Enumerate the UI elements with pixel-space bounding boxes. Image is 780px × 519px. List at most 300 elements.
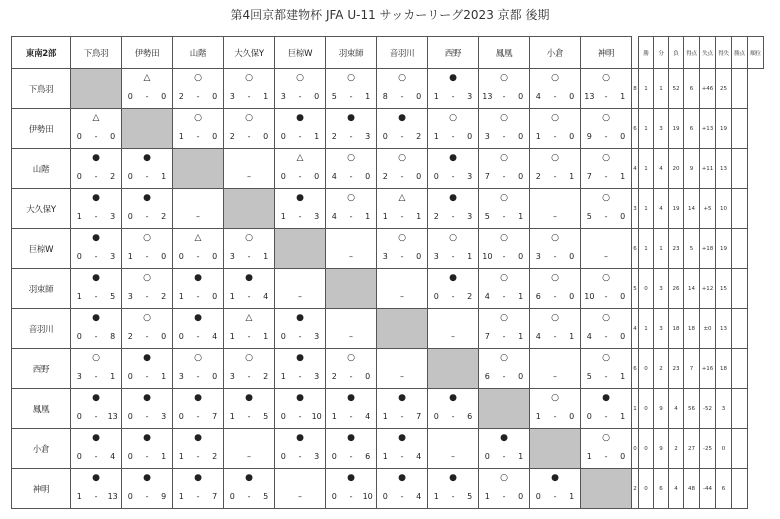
score: [224, 492, 274, 502]
score-separator: -: [196, 92, 200, 101]
result-mark: ○: [602, 353, 610, 363]
goals-against: 3: [314, 332, 320, 341]
goals-for: 4: [586, 332, 592, 341]
goals-against: 3: [161, 412, 167, 421]
result-mark: ●: [143, 433, 151, 443]
goals-against: 5: [263, 492, 269, 501]
result-mark: ○: [143, 233, 151, 243]
match-cell: [224, 109, 275, 149]
score-separator: -: [298, 92, 302, 101]
match-cell: [71, 309, 122, 349]
goals-for: 10: [482, 252, 493, 261]
goals-against: 0: [569, 292, 575, 301]
result-mark: ●: [296, 433, 304, 443]
result-mark: ○: [551, 153, 559, 163]
match-cell: [479, 429, 530, 469]
standing-value: +11: [700, 149, 716, 189]
table-row: [12, 149, 764, 189]
result-mark: ●: [398, 393, 406, 403]
standing-value: 14: [684, 269, 700, 309]
result-mark: ●: [245, 393, 253, 403]
unplayed-dash: –: [247, 172, 251, 181]
match-cell: [224, 309, 275, 349]
unplayed-dash: –: [451, 332, 455, 341]
result-mark: ●: [92, 433, 100, 443]
result-mark: ●: [92, 273, 100, 283]
score: [173, 292, 223, 302]
result-mark: ○: [92, 353, 100, 363]
goals-against: 7: [212, 492, 218, 501]
result-mark: ○: [143, 313, 151, 323]
goals-for: 2: [331, 132, 337, 141]
result-mark: ○: [296, 73, 304, 83]
match-cell: [428, 189, 479, 229]
goals-against: 0: [518, 372, 524, 381]
score: [122, 492, 172, 502]
standing-value: 1: [654, 229, 669, 269]
result-mark: ○: [602, 113, 610, 123]
match-cell: [530, 149, 581, 189]
column-header-team: 小倉: [530, 37, 581, 69]
result-mark: ●: [449, 153, 457, 163]
match-cell-unplayed: [581, 229, 632, 269]
self-match-cell: [428, 349, 479, 389]
result-mark: ○: [347, 353, 355, 363]
match-cell: [326, 69, 377, 109]
score-separator: -: [196, 132, 200, 141]
standing-value: 8: [632, 69, 639, 109]
match-cell-unplayed: [428, 309, 479, 349]
score-separator: -: [247, 132, 251, 141]
standing-value: 1: [639, 189, 654, 229]
goals-against: 2: [161, 292, 167, 301]
score: [224, 412, 274, 422]
score-separator: -: [298, 132, 302, 141]
standing-value: +12: [700, 269, 716, 309]
match-cell: [275, 149, 326, 189]
result-mark: ●: [92, 313, 100, 323]
score: [71, 332, 121, 342]
score-separator: -: [349, 412, 353, 421]
score-separator: -: [145, 492, 149, 501]
match-cell: [581, 349, 632, 389]
match-cell: [377, 149, 428, 189]
score: [326, 412, 376, 422]
row-header-team: 音羽川: [12, 309, 71, 349]
score-separator: -: [604, 92, 608, 101]
goals-for: 1: [433, 132, 439, 141]
goals-for: 1: [178, 452, 184, 461]
score-separator: -: [451, 412, 455, 421]
result-mark: ○: [347, 193, 355, 203]
score-separator: -: [502, 292, 506, 301]
standing-value: 6: [716, 469, 732, 509]
score: [275, 332, 325, 342]
goals-for: 2: [127, 332, 133, 341]
score-separator: -: [400, 492, 404, 501]
goals-for: 1: [382, 412, 388, 421]
result-mark: ○: [551, 313, 559, 323]
score-separator: -: [400, 212, 404, 221]
standing-value: [732, 269, 748, 309]
goals-for: 2: [229, 132, 235, 141]
unplayed-dash: –: [349, 252, 353, 261]
match-cell: [122, 69, 173, 109]
score: [173, 92, 223, 102]
standing-value: -44: [700, 469, 716, 509]
score-separator: -: [145, 92, 149, 101]
score-separator: -: [298, 332, 302, 341]
goals-for: 7: [484, 332, 490, 341]
match-cell-unplayed: [377, 349, 428, 389]
standing-value: 26: [669, 269, 684, 309]
goals-for: 1: [433, 492, 439, 501]
score-separator: -: [247, 92, 251, 101]
goals-against: 2: [416, 132, 422, 141]
result-mark: △: [194, 233, 202, 243]
score-separator: -: [400, 252, 404, 261]
score: [479, 132, 529, 142]
result-mark: ●: [194, 433, 202, 443]
goals-for: 3: [178, 372, 184, 381]
goals-against: 0: [314, 172, 320, 181]
match-cell: [326, 349, 377, 389]
match-cell-unplayed: [275, 269, 326, 309]
score-separator: -: [604, 292, 608, 301]
score-separator: -: [451, 132, 455, 141]
standing-value: 9: [654, 429, 669, 469]
match-cell: [428, 269, 479, 309]
score-separator: -: [349, 172, 353, 181]
standing-value: 19: [669, 109, 684, 149]
match-cell-unplayed: [377, 269, 428, 309]
score: [71, 492, 121, 502]
goals-against: 13: [107, 492, 118, 501]
match-cell: [377, 469, 428, 509]
goals-for: 0: [433, 292, 439, 301]
score-separator: -: [298, 372, 302, 381]
score: [71, 452, 121, 462]
goals-for: 1: [127, 252, 133, 261]
goals-against: 0: [212, 292, 218, 301]
table-row: [12, 229, 764, 269]
match-cell-unplayed: [326, 309, 377, 349]
score-separator: -: [145, 292, 149, 301]
goals-for: 0: [535, 492, 541, 501]
result-mark: ●: [449, 73, 457, 83]
goals-against: 0: [416, 172, 422, 181]
match-cell: [581, 69, 632, 109]
goals-against: 3: [314, 212, 320, 221]
match-cell: [581, 109, 632, 149]
result-mark: ●: [143, 153, 151, 163]
score-separator: -: [145, 452, 149, 461]
goals-for: 0: [178, 332, 184, 341]
result-mark: ●: [347, 113, 355, 123]
result-mark: ○: [347, 153, 355, 163]
score: [71, 412, 121, 422]
score-separator: -: [196, 452, 200, 461]
result-mark: ●: [143, 193, 151, 203]
score: [377, 252, 427, 262]
goals-for: 1: [178, 292, 184, 301]
match-cell: [173, 269, 224, 309]
goals-against: 5: [110, 292, 116, 301]
score: [530, 412, 580, 422]
score: [326, 132, 376, 142]
score-separator: -: [94, 452, 98, 461]
result-mark: ●: [92, 193, 100, 203]
result-mark: ○: [602, 433, 610, 443]
result-mark: ●: [245, 273, 253, 283]
standing-value: [732, 189, 748, 229]
match-cell: [122, 349, 173, 389]
goals-against: 0: [518, 92, 524, 101]
goals-against: 1: [518, 292, 524, 301]
score-separator: -: [196, 292, 200, 301]
goals-against: 2: [467, 292, 473, 301]
goals-for: 0: [433, 172, 439, 181]
column-header-team: 巨椋W: [275, 37, 326, 69]
goals-for: 7: [586, 172, 592, 181]
score: [275, 92, 325, 102]
match-cell: [479, 349, 530, 389]
score-separator: -: [400, 92, 404, 101]
unplayed-dash: –: [196, 212, 200, 221]
result-mark: ○: [602, 193, 610, 203]
match-cell: [377, 69, 428, 109]
goals-for: 3: [535, 252, 541, 261]
score: [224, 332, 274, 342]
result-mark: ●: [92, 153, 100, 163]
score-separator: -: [553, 132, 557, 141]
goals-for: 0: [127, 212, 133, 221]
standing-value: [732, 69, 748, 109]
unplayed-dash: –: [553, 212, 557, 221]
goals-against: 8: [110, 332, 116, 341]
table-row: [12, 69, 764, 109]
standing-value: 1: [632, 389, 639, 429]
self-match-cell: [122, 109, 173, 149]
result-mark: ●: [296, 193, 304, 203]
row-header-team: 神明: [12, 469, 71, 509]
standing-value: 23: [669, 229, 684, 269]
match-cell: [479, 109, 530, 149]
match-cell: [173, 469, 224, 509]
standing-value: 3: [654, 109, 669, 149]
match-cell: [377, 229, 428, 269]
result-mark: ○: [245, 233, 253, 243]
goals-against: 1: [569, 492, 575, 501]
division-label: 東南2部: [12, 37, 71, 69]
table-row: [12, 429, 764, 469]
result-mark: ○: [551, 393, 559, 403]
result-mark: ●: [296, 113, 304, 123]
match-cell: [122, 189, 173, 229]
result-mark: ●: [194, 393, 202, 403]
match-cell: [530, 389, 581, 429]
goals-against: 0: [212, 132, 218, 141]
result-mark: ●: [551, 473, 559, 483]
goals-for: 0: [127, 172, 133, 181]
result-mark: ●: [347, 473, 355, 483]
result-mark: ○: [500, 113, 508, 123]
result-mark: ○: [194, 73, 202, 83]
match-cell: [71, 229, 122, 269]
score: [275, 172, 325, 182]
goals-against: 4: [263, 292, 269, 301]
unplayed-dash: –: [604, 252, 608, 261]
goals-against: 0: [110, 132, 116, 141]
score: [428, 132, 478, 142]
result-mark: ○: [551, 73, 559, 83]
match-cell: [479, 229, 530, 269]
standing-value: ±0: [700, 309, 716, 349]
goals-against: 0: [212, 252, 218, 261]
standing-value: 0: [632, 429, 639, 469]
result-mark: ●: [347, 433, 355, 443]
standing-value: 25: [716, 69, 732, 109]
goals-against: 1: [365, 92, 371, 101]
standing-value: 18: [716, 349, 732, 389]
standing-value: 1: [639, 229, 654, 269]
unplayed-dash: –: [400, 292, 404, 301]
standing-value: 27: [684, 429, 700, 469]
score: [581, 172, 631, 182]
score-separator: -: [451, 292, 455, 301]
column-header-team: 羽束師: [326, 37, 377, 69]
goals-for: 1: [76, 212, 82, 221]
standing-value: 10: [716, 189, 732, 229]
self-match-cell: [173, 149, 224, 189]
match-cell: [377, 189, 428, 229]
goals-against: 0: [569, 252, 575, 261]
score: [530, 92, 580, 102]
goals-against: 1: [161, 172, 167, 181]
goals-for: 0: [586, 412, 592, 421]
goals-against: 4: [212, 332, 218, 341]
score: [428, 292, 478, 302]
goals-for: 6: [484, 372, 490, 381]
standing-value: 6: [632, 229, 639, 269]
unplayed-dash: –: [451, 452, 455, 461]
goals-against: 9: [161, 492, 167, 501]
goals-for: 1: [535, 412, 541, 421]
match-cell: [377, 109, 428, 149]
score: [581, 292, 631, 302]
match-cell: [479, 189, 530, 229]
standing-value: 2: [654, 349, 669, 389]
match-cell-unplayed: [530, 189, 581, 229]
score: [581, 412, 631, 422]
result-mark: △: [143, 73, 151, 83]
score-separator: -: [400, 172, 404, 181]
goals-against: 0: [314, 92, 320, 101]
result-mark: ○: [551, 273, 559, 283]
match-cell: [122, 389, 173, 429]
score-separator: -: [502, 132, 506, 141]
result-mark: ○: [500, 233, 508, 243]
goals-against: 2: [110, 172, 116, 181]
result-mark: ○: [245, 73, 253, 83]
match-cell: [224, 229, 275, 269]
score-separator: -: [145, 372, 149, 381]
result-mark: ○: [602, 153, 610, 163]
standing-value: 6: [654, 469, 669, 509]
result-mark: ●: [296, 313, 304, 323]
goals-for: 2: [535, 172, 541, 181]
goals-against: 3: [467, 212, 473, 221]
match-cell: [377, 429, 428, 469]
standing-value: [732, 309, 748, 349]
result-mark: ○: [449, 113, 457, 123]
goals-for: 0: [229, 492, 235, 501]
standing-value: [732, 109, 748, 149]
goals-against: 3: [110, 252, 116, 261]
match-cell: [479, 269, 530, 309]
score-separator: -: [502, 252, 506, 261]
row-header-team: 鳳凰: [12, 389, 71, 429]
match-cell: [581, 149, 632, 189]
score: [122, 92, 172, 102]
goals-against: 4: [416, 492, 422, 501]
score-separator: -: [502, 172, 506, 181]
goals-against: 0: [365, 172, 371, 181]
standing-value: 3: [632, 189, 639, 229]
score-separator: -: [553, 252, 557, 261]
match-cell: [275, 189, 326, 229]
goals-for: 0: [280, 132, 286, 141]
standing-value: 13: [716, 309, 732, 349]
goals-against: 0: [365, 372, 371, 381]
match-cell: [275, 309, 326, 349]
self-match-cell: [479, 389, 530, 429]
score-separator: -: [451, 492, 455, 501]
score-separator: -: [553, 492, 557, 501]
goals-against: 0: [212, 372, 218, 381]
match-cell: [428, 229, 479, 269]
result-mark: ●: [143, 473, 151, 483]
result-mark: ○: [398, 73, 406, 83]
score: [173, 372, 223, 382]
self-match-cell: [530, 429, 581, 469]
match-cell: [326, 429, 377, 469]
score: [122, 292, 172, 302]
goals-for: 10: [584, 292, 595, 301]
goals-against: 1: [518, 452, 524, 461]
goals-against: 1: [416, 212, 422, 221]
score: [530, 492, 580, 502]
goals-for: 0: [127, 372, 133, 381]
standing-value: 18: [684, 309, 700, 349]
goals-for: 3: [229, 372, 235, 381]
column-header-team: 西野: [428, 37, 479, 69]
stat-header: 得点: [684, 37, 700, 69]
score-separator: -: [94, 132, 98, 141]
goals-against: 3: [314, 452, 320, 461]
goals-for: 1: [280, 212, 286, 221]
row-header-team: 小倉: [12, 429, 71, 469]
standing-value: 4: [632, 149, 639, 189]
score: [530, 292, 580, 302]
score-separator: -: [145, 172, 149, 181]
match-cell: [326, 189, 377, 229]
goals-for: 3: [280, 92, 286, 101]
standing-value: 19: [716, 109, 732, 149]
stat-header: 得失: [716, 37, 732, 69]
goals-against: 1: [569, 172, 575, 181]
score-separator: -: [451, 252, 455, 261]
